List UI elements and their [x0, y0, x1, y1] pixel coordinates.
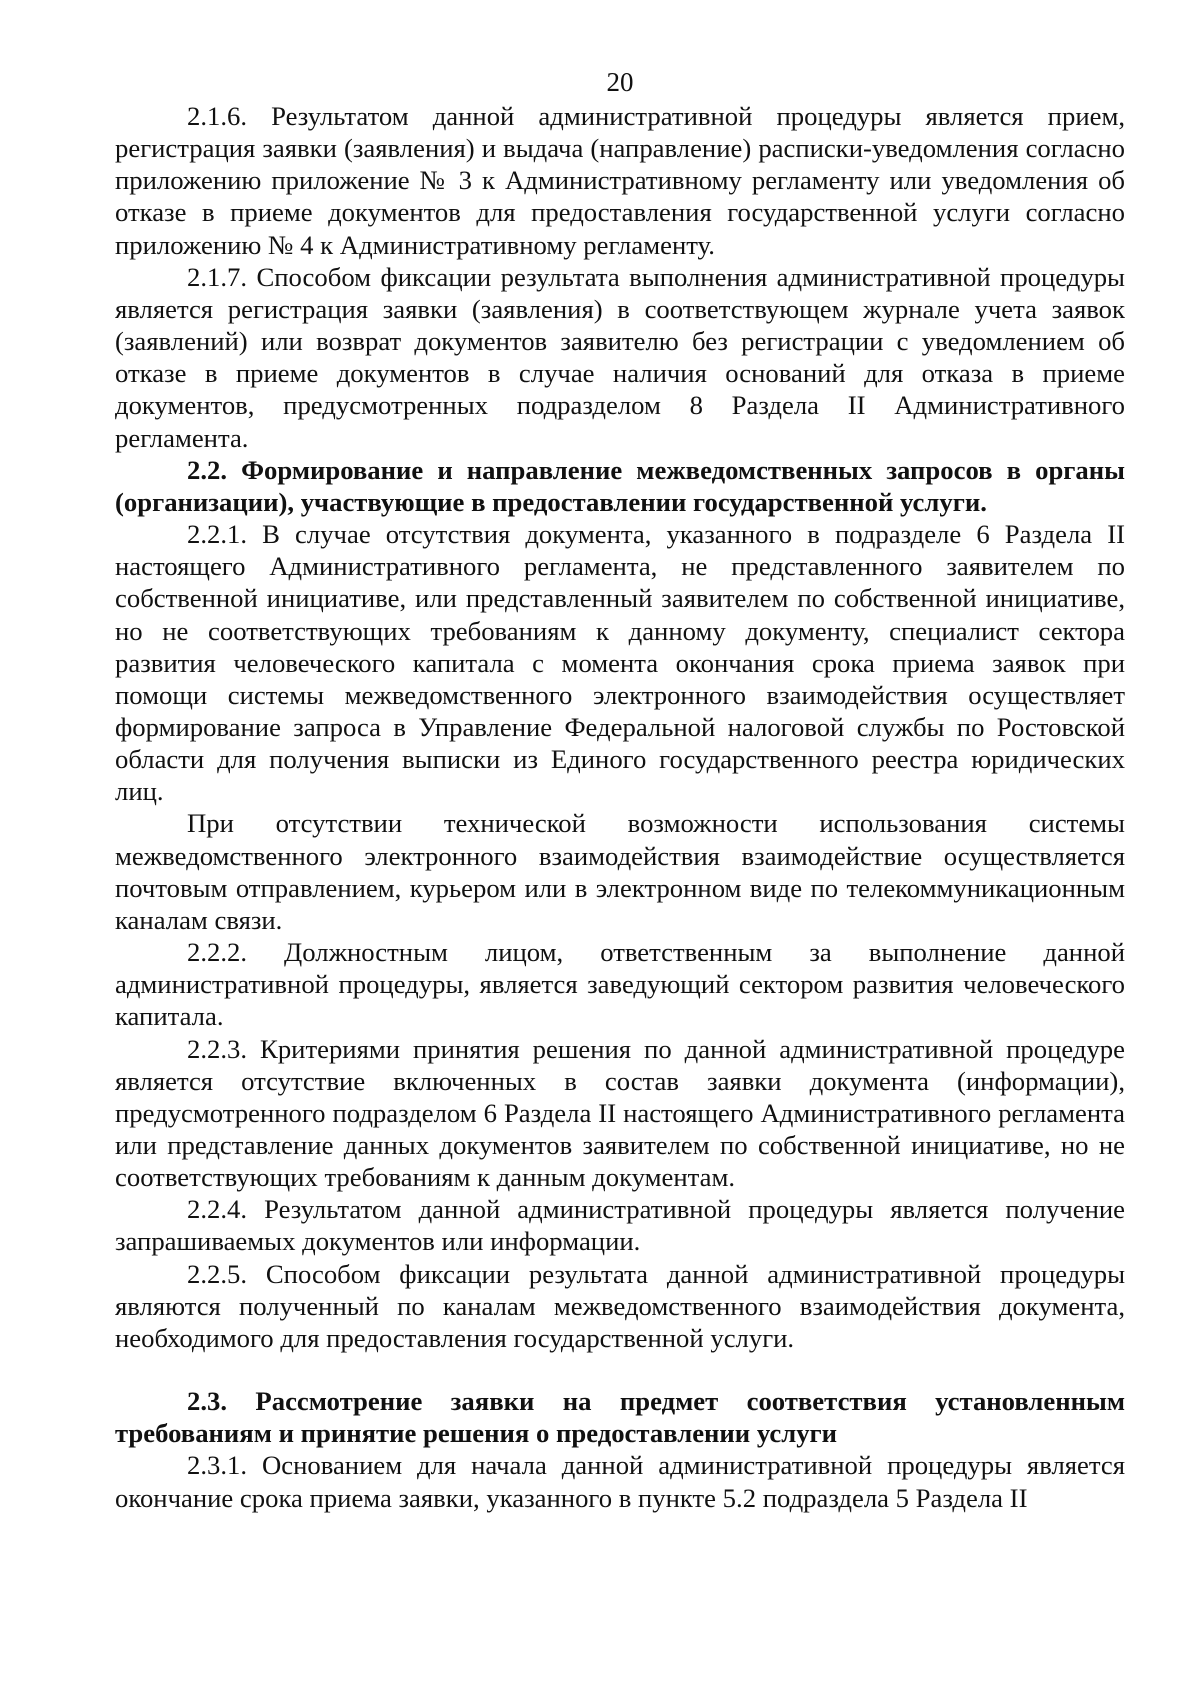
- page-number: 20: [606, 67, 634, 97]
- paragraph-2-2-1: 2.2.1. В случае отсутствия документа, указанного в подразделе 6 Раздела II настоящего Административного регламента, не представленного заявителем по собственной инициативе, или представленный заявителем по собственной инициативе, но не соответствующих требованиям к данному документу, специалист сектора развития человеческого капитала с момента окончания срока приема заявок при помощи системы межведомственного электронного взаимодействия осуществляет формирование запроса в Управление Федеральной налоговой службы по Ростовской области для получения выписки из Единого государственного реестра юридических лиц.: [115, 519, 1125, 807]
- paragraph-2-2-3: 2.2.3. Критериями принятия решения по данной административной процедуре является отсутствие включенных в состав заявки документа (информации), предусмотренного подразделом 6 Раздела II настоящего Административного регламента или представление данных документов заявителем по собственной инициативе, но не соответствующих требованиям к данным документам.: [115, 1033, 1125, 1193]
- section-spacer: [115, 1354, 1125, 1385]
- section-heading-2-3: 2.3. Рассмотрение заявки на предмет соответствия установленным требованиям и принятие решения о предоставлении услуги: [115, 1386, 1125, 1449]
- paragraph-2-1-7: 2.1.7. Способом фиксации результата выполнения административной процедуры является регистрация заявки (заявления) в соответствующем журнале учета заявок (заявлений) или возврат документов заявителю без регистрации с уведомлением об отказе в приеме документов в случае наличия оснований для отказа в приеме документов, предусмотренных подразделом 8 Раздела II Административного регламента.: [115, 261, 1125, 453]
- paragraph-2-1-6: 2.1.6. Результатом данной административной процедуры является прием, регистрация заявки (заявления) и выдача (направление) расписки-уведомления согласно приложению приложение № 3 к Административному регламенту или уведомления об отказе в приеме документов для предоставления государственной услуги согласно приложению № 4 к Административному регламенту.: [115, 101, 1125, 260]
- paragraph-2-2-4: 2.2.4. Результатом данной административной процедуры является получение запрашиваемых документов или информации.: [115, 1194, 1125, 1257]
- section-heading-2-2: 2.2. Формирование и направление межведомственных запросов в органы (организации), участвующие в предоставлении государственной услуги.: [115, 454, 1125, 517]
- paragraph-no-technical-possibility: При отсутствии технической возможности использования системы межведомственного электронного взаимодействия взаимодействие осуществляется почтовым отправлением, курьером или в электронном виде по телекоммуникационным каналам связи.: [115, 808, 1125, 935]
- paragraph-2-2-2: 2.2.2. Должностным лицом, ответственным за выполнение данной административной процедуры, является заведующий сектором развития человеческого капитала.: [115, 937, 1125, 1032]
- document-page: [115, 66, 1125, 1514]
- paragraph-2-3-1: 2.3.1. Основанием для начала данной административной процедуры является окончание срока приема заявки, указанного в пункте 5.2 подраздела 5 Раздела II: [115, 1450, 1125, 1513]
- paragraph-2-2-5: 2.2.5. Способом фиксации результата данной административной процедуры являются полученный по каналам межведомственного взаимодействия документа, необходимого для предоставления государственной услуги.: [115, 1258, 1125, 1353]
